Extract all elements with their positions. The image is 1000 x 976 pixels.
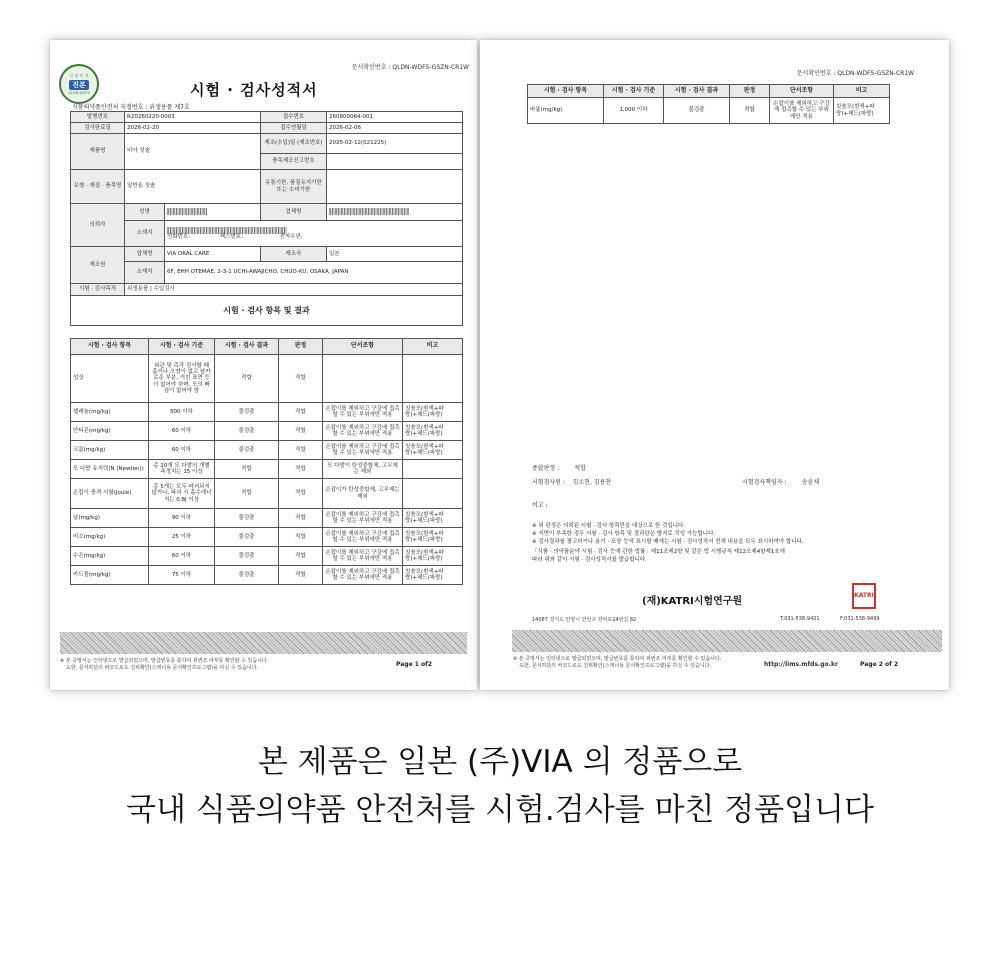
cell-result: 불검출 [215,509,279,528]
cell-clause: 손잡이를 제외하고 구강에 접촉할 수 있는 부위에만 적용 [323,509,403,528]
email-label: 전자우편: [279,234,303,240]
inspector-value: 김소현, 김용찬 [572,479,612,486]
cell-judgement: 적합 [279,528,323,547]
cell-clause: 손잡이를 제외하고 구강에 접촉할 수 있는 부위에만 적용 [323,547,403,566]
cell-judgement: 적합 [279,566,323,585]
note-line: ※ 검사결과를 광고하거나 용기 · 포장 등에 표시할 때에는 시험 · 검사성적서 전체 내용을 모두 표시하여야 합니다. [532,538,804,545]
cell-item: 셀레늄(mg/kg) [71,403,149,422]
cell-result: 불검출 [215,566,279,585]
cell-judgement: 적합 [279,355,323,403]
cell-item: 성상 [71,355,149,403]
header-clause: 단서조항 [323,339,403,355]
cell-result: 불검출 [215,422,279,441]
cell-standard: 60 이하 [149,422,215,441]
cell-item: 수은(mg/kg) [71,547,149,566]
organization-address: 14087 경기도 안양시 만안구 전파로24번길 82 [532,617,637,623]
header-result: 시험 · 검사 결과 [664,85,730,98]
cell-note: 칫솔모(흰색+파랑)+헤드(파랑) [403,441,463,460]
report-no-value [327,154,463,170]
cell-result: 불검출 [664,98,730,124]
cell-judgement: 적합 [279,479,323,509]
cell-clause: 손잡이를 제외하고 구강에 접촉할 수 있는 부위에만 적용 [323,528,403,547]
mfg-date-value: 2025-02-12(021225) [327,134,463,154]
cell-note [403,355,463,403]
redacted-address [167,227,287,234]
cell-result: 불검출 [215,441,279,460]
cell-note: 칫솔모(흰색+파랑)+헤드(파랑) [403,403,463,422]
purpose-label: 시험 · 검사목적 [71,284,125,296]
cell-clause: 손잡이가 탄성중합체, 고무제는 제외 [323,479,403,509]
expiry-value [327,170,463,204]
cell-note [403,479,463,509]
overall-value: 적합 [574,465,586,472]
manager-value: 송윤채 [801,479,820,486]
cell-note: 칫솔모(흰색+파랑)+헤드(파랑) [403,547,463,566]
cell-result: 적합 [215,460,279,479]
maker-company-label: 업체명 [125,247,165,262]
cell-standard: 75 이하 [149,566,215,585]
cell-clause: 손잡이를 제외하고 구강에 접촉할 수 있는 부위에만 적용 [323,441,403,460]
cell-item: 안티몬(mg/kg) [71,422,149,441]
table-row [71,403,463,422]
note-line: 「식품 · 의약품분야 시험 · 검사 등에 관한 법률」제11조제2항 및 같은 법 시행규칙 제12조제4항제1호에 [532,548,785,555]
product-name-label: 제품명 [71,134,125,170]
cell-standard: 외관 및 촉각 검사할 때 흠이나 오염이 없고 날카로운 부분, 거친 표면 등이 없어야 하며, 모의 빠짐이 없어야 함 [149,355,215,403]
issuing-organization: (재)KATRI시험연구원 [642,596,743,607]
header-judgement: 판정 [279,339,323,355]
client-company-label: 업체명 [261,204,327,221]
cell-item: 비소(mg/kg) [71,528,149,547]
mfds-url[interactable]: http://lims.mfds.go.kr [764,661,838,668]
table-row [71,355,463,403]
cell-standard: 총 10개 모 다발의 개별 측정치는 15 이상 [149,460,215,479]
client-address-label: 소재지 [125,221,165,247]
cell-judgement: 적합 [279,403,323,422]
header-note: 비고 [834,85,890,98]
designation-line: 식품의약품안전처 지정번호 : 위생용품 제7호 [72,104,190,111]
seal-bottom-text: QLDN-WDF5 [68,91,90,95]
organization-seal: KATRI [852,583,876,609]
cell-clause: 손잡이를 제외하고 구강에 접촉할 수 있는 부위에만 적용 [323,566,403,585]
overall-label: 종합판정 : [532,465,560,472]
footer-note-1: ※ 본 증명서는 인터넷으로 발급되었으며, 발급번호를 통하여 위변조 여부를 확인할 수 있습니다. [60,658,269,664]
header-judgement: 판정 [730,85,770,98]
type-label: 유형 · 재질 · 품목명 [71,170,125,204]
purpose-value: 위생용품 | 수입검사 [125,284,463,296]
client-company-value [327,204,463,221]
receipt-date-label: 접수연월일 [261,123,327,134]
header-item: 시험 · 검사 항목 [528,85,604,98]
results-table-continued [527,84,890,124]
document-number: 문서확인번호 : QLDN-WDF5-GSZN-CR1W [351,64,469,71]
manager-label: 시험검사책임자 : [742,479,787,486]
cell-judgement: 적합 [279,460,323,479]
receipt-no-label: 접수번호 [261,112,327,123]
cell-note: 칫솔모(흰색+파랑)+헤드(파랑) [834,98,890,124]
cell-result: 불검출 [215,547,279,566]
cell-standard: 1,000 이하 [604,98,664,124]
cell-result: 불검출 [215,528,279,547]
cell-standard: 25 이하 [149,528,215,547]
cell-judgement: 적합 [730,98,770,124]
header-item: 시험 · 검사 항목 [71,339,149,355]
cell-clause: 손잡이를 제외하고 구강에 접촉할 수 있는 부위에만 적용 [323,422,403,441]
manager-line [742,477,819,486]
cell-standard: 60 이하 [149,547,215,566]
issue-no-label: 발행번호 [71,112,125,123]
header-standard: 시험 · 검사 기준 [149,339,215,355]
cell-clause: 모 다발이 탄성중합체, 고무제는 제외 [323,460,403,479]
maker-address-value: 6F, EHH OTEMAE, 2-3-1 UCHI-AWAJICHO, CHUO-KU, OSAKA, JAPAN [165,262,463,284]
info-table [70,111,463,326]
receipt-date-value: 2026-02-06 [327,123,463,134]
issue-no-value: R20260220-0003 [125,112,261,123]
caption-line-2: 국내 식품의약품 안전처를 시험.검사를 마친 정품입니다 [126,792,874,828]
table-row [71,547,463,566]
header-note: 비고 [403,339,463,355]
mfg-date-label: 제조(수입)일 (제조번호) [261,134,327,154]
results-table [70,338,463,585]
cell-standard: 500 이하 [149,403,215,422]
client-address-value [165,221,463,247]
results-section-title: 시험 · 검사 항목 및 결과 [71,296,463,326]
cell-item: 납(mg/kg) [71,509,149,528]
cell-judgement: 적합 [279,441,323,460]
caption-line-1: 본 제품은 일본 (주)VIA 의 정품으로 [257,744,743,780]
maker-company-value: VIA ORAL CARE [165,247,261,262]
phone-label: 전화번호: [167,234,191,240]
organization-tel: T:031-538-9421 [780,616,820,622]
note-line: ※ 지면이 부족한 경우 시험 · 검사 항목 및 결과란은 별지로 작성 가능합니다. [532,530,716,537]
page-number: Page 1 of2 [396,661,432,668]
cell-note: 칫솔모(흰색+파랑)+헤드(파랑) [403,528,463,547]
authenticity-seal [59,64,99,104]
cell-clause: 손잡이를 제외하고 구강에 접촉할 수 있는 부위에만 적용 [323,403,403,422]
notes-block [532,523,804,565]
table-row [71,441,463,460]
inspector-line [532,477,611,486]
cell-note: 칫솔모(흰색+파랑)+헤드(파랑) [403,566,463,585]
verification-barcode-band [512,630,942,652]
inspector-label: 시험검사원 : [532,479,565,486]
expiry-label: 유통기한, 품질유지기한 또는 소비기한 [261,170,327,204]
footer-note-2: 도한, 문서하단의 바코드로도 진위확인(스캐너용 문서확인프로그램)을 하실 수 있습니다. [66,665,259,671]
footer-note-1: ※ 본 증명서는 인터넷으로 발급되었으며, 발급번호를 통하여 위변조 여부를 확인할 수 있습니다. [513,656,722,662]
seal-main-text: 진본 [69,80,89,90]
header-standard: 시험 · 검사 기준 [604,85,664,98]
cell-note: 칫솔모(흰색+파랑)+헤드(파랑) [403,509,463,528]
cell-item: 바륨(mg/kg) [528,98,604,124]
maker-address-label: 소재지 [125,262,165,284]
cell-judgement: 적합 [279,547,323,566]
redacted-company [329,208,409,215]
receipt-no-value: 260800064-001 [327,112,463,123]
cell-item: 손잡이 충격 시험(Joule) [71,479,149,509]
client-name-value [165,204,261,221]
cell-result: 적합 [215,479,279,509]
report-no-label: 품목제조신고번호 [261,154,327,170]
header-result: 시험 · 검사 결과 [215,339,279,355]
cell-clause: 손잡이를 제외하고 구강에 접촉할 수 있는 부위에만 적용 [770,98,834,124]
verification-barcode-band [60,632,467,654]
note-line: ※ 위 판정은 의뢰된 시험 · 검사 항목만을 대상으로 한 것입니다. [532,523,686,529]
document-number: 문서확인번호 : QLDN-WDF5-GSZN-CR1W [796,70,914,77]
footer-note-2: 도한, 문서하단의 바코드로도 진위확인(스캐너용 문서확인프로그램)을 하실 수 있습니다. [519,663,712,669]
completion-date-label: 검사완료일 [71,123,125,134]
fax-label: 팩스번호: [219,234,243,240]
cell-judgement: 적합 [279,422,323,441]
cell-result: 불검출 [215,403,279,422]
overall-judgement [532,463,586,472]
organization-fax: F:031-538-9499 [840,616,880,622]
cell-item: 카드뮴(mg/kg) [71,566,149,585]
product-name-value: 비아 칫솔 [125,134,261,170]
cell-note [403,460,463,479]
cell-standard: 60 이하 [149,441,215,460]
seal-top-text: 식 품 안 전 [69,73,89,78]
page-number: Page 2 of 2 [860,661,898,668]
cell-item: 크롬(mg/kg) [71,441,149,460]
redacted-name [167,208,207,215]
client-name-label: 성명 [125,204,165,221]
certificate-page-1 [50,40,477,690]
cell-standard: 총 5개는 모두 파괴되지 않거나, 파괴 시 흡수에너지는 0.8J 이상 [149,479,215,509]
maker-country-label: 제조국 [261,247,327,262]
table-row [71,528,463,547]
cell-item: 모 다발 유지력(N (Newton)) [71,460,149,479]
table-row [71,422,463,441]
type-value: 일반용 칫솔 [125,170,261,204]
certificate-page-2 [480,40,949,690]
cell-clause [323,355,403,403]
cell-judgement: 적합 [279,509,323,528]
remark-label: 비고 : [532,502,548,509]
maker-country-value: 일본 [327,247,463,262]
table-row [528,98,890,124]
cell-result: 적합 [215,355,279,403]
header-clause: 단서조항 [770,85,834,98]
maker-label: 제조원 [71,247,125,284]
table-row [71,460,463,479]
note-line: 따라 위와 같이 시험 · 검사성적서를 발급합니다. [532,556,647,563]
cell-note: 칫솔모(흰색+파랑)+헤드(파랑) [403,422,463,441]
table-row [71,566,463,585]
cell-standard: 90 이하 [149,509,215,528]
page-title: 시험 · 검사성적서 [190,81,318,99]
table-row [71,509,463,528]
client-label: 의뢰자 [71,204,125,247]
table-row [71,479,463,509]
completion-date-value: 2026-02-20 [125,123,261,134]
